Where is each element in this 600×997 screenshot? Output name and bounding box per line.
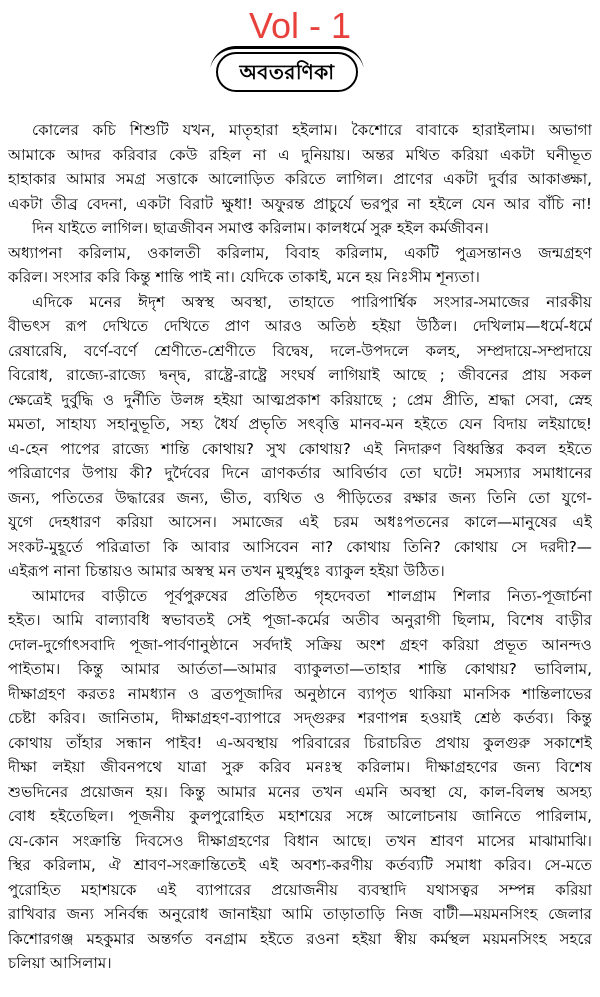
- text-line: কোলের কচি শিশুটি যখন, মাতৃহারা হইলাম। কৈশোরে বাবাকে হারাইলাম। অভাগা: [32, 121, 592, 139]
- text-line: যুগে দেহধারণ করিয়া আসেন। সমাজের এই চরম অধঃপতনের কালে—মানুষের এই: [8, 513, 592, 531]
- text-line: সংকট-মুহূর্তে পরিত্রাতা কি আবার আসিবেন না? কোথায় তিনি? কোথায় সে দরদী?—: [8, 537, 592, 556]
- text-line: দিন যাইতে লাগিল। ছাত্রজীবন সমাপ্ত করিলাম। কালধর্মে সুরু হইল কর্মজীবন।: [32, 219, 489, 237]
- text-line: শুভদিনের প্রয়োজন হয়। কিন্তু আমার মনের তখন এমনি অবস্থা যে, কাল-বিলম্ব অসহ্য: [8, 782, 592, 801]
- text-line: অধ্যাপনা করিলাম, ওকালতী করিলাম, বিবাহ করিলাম, একটি পুত্রসন্তানও জন্মগ্রহণ: [8, 243, 592, 262]
- chapter-title: অবতরণিকা: [216, 52, 358, 92]
- volume-label: Vol - 1: [248, 5, 352, 46]
- text-line: চলিয়া আসিলাম।: [8, 954, 112, 972]
- text-line: দীক্ষা লইয়া জীবনপথে যাত্রা সুরু করিব মনঃস্থ করিলাম। দীক্ষাগ্রহণের জন্য বিশেষ: [8, 758, 592, 776]
- text-line: যে-কোন সংক্রান্তি দিবসেও দীক্ষাগ্রহণের বিধান আছে। তখন শ্রাবণ মাসের মাঝামাঝি।: [8, 831, 592, 850]
- text-line: রাখিবার জন্য সনির্বন্ধ অনুরোধ জানাইয়া আমি তাড়াতাড়ি নিজ বাটী—ময়মনসিংহ জেলার: [8, 905, 592, 923]
- text-line: হাহাকার আমার সমগ্র সত্তাকে আলোড়িত করিতে লাগিল। প্রাণের একটা দুর্বার আকাঙ্ক্ষা,: [8, 170, 592, 188]
- text-line: ক্ষেত্রেই দুর্বুদ্ধি ও দুর্নীতি উলঙ্গ হইয়া আত্মপ্রকাশ করিয়াছে ; প্রেম প্রীতি, শ্রদ্ধা সেবা, স্নেহ: [8, 390, 592, 409]
- text-line: এ-হেন পাপের রাজ্যে শান্তি কোথায়? সুখ কোথায়? এই নিদারুণ বিধ্বস্তির কবল হইতে: [8, 439, 592, 458]
- text-line: স্থির করিলাম, ঐ শ্রাবণ-সংক্রান্তিতেই এই অবশ্য-করণীয় কর্তব্যটি সমাধা করিব। সে-মতে: [8, 856, 592, 874]
- text-line: পাইতাম। কিন্তু আমার আর্ততা—আমার ব্যাকুলতা—তাহার শান্তি কোথায়? ভাবিলাম,: [8, 660, 592, 678]
- text-line: দোল-দুর্গোৎসবাদি পূজা-পার্বণানুষ্ঠানে সর্বদাই সক্রিয় অংশ গ্রহণ করিয়া প্রভূত আনন্দও: [8, 635, 592, 654]
- text-line: করিল। সংসার করি কিন্তু শান্তি পাই না। যেদিকে তাকাই, মনে হয় নিঃসীম শূন্যতা।: [8, 268, 480, 286]
- text-line: বীভৎস রূপ দেখিতে দেখিতে প্রাণ আরও অতিষ্ঠ হইয়া উঠিল। দেখিলাম—ধর্মে-ধর্মে: [8, 317, 592, 335]
- text-line: দীক্ষাগ্রহণ করতঃ নামধ্যান ও ব্রতপূজাদির অনুষ্ঠানে ব্যাপৃত থাকিয়া মানসিক শান্তিলাভের: [8, 684, 592, 703]
- text-line: আমাকে আদর করিবার কেউ রহিল না এ দুনিয়ায়। অন্তর মথিত করিয়া একটা ঘনীভূত: [8, 145, 592, 164]
- text-line: বিরোধ, রাজ্যে-রাজ্যে দ্বন্দ্ব, রাষ্ট্রে-রাষ্ট্রে সংঘর্ষ লাগিয়াই আছে ; জীবনের প্রায় সকল: [8, 366, 592, 384]
- text-line: পুরোহিত মহাশয়কে এই ব্যাপারের প্রয়োজনীয় ব্যবস্থাদি যথাসত্বর সম্পন্ন করিয়া: [8, 880, 592, 899]
- text-line: মমতা, সাহায্য সহানুভূতি, সহ্য ধৈর্য প্রভৃতি সৎবৃত্তি মানব-মন হইতে যেন বিদায় লইয়াছে!: [8, 415, 592, 433]
- text-line: এইরূপ নানা চিন্তায়ও আমার অস্বস্থ মন তখন মুহুর্মুহুঃ ব্যাকুল হইয়া উঠিত।: [8, 562, 445, 580]
- text-line: কোথায় তাঁহার সন্ধান পাইব! এ-অবস্থায় পরিবারের চিরাচরিত প্রথায় কুলগুরু সকাশেই: [8, 733, 592, 752]
- text-line: কিশোরগঞ্জ মহকুমার অন্তর্গত বনগ্রাম হইতে রওনা হইয়া স্বীয় কর্মস্থল ময়মনসিংহ সহরে: [8, 929, 592, 948]
- text-line: রেষারেষি, বর্ণে-বর্ণে শ্রেণীতে-শ্রেণীতে বিদ্বেষ, দলে-উপদলে কলহ, সম্প্রদায়ে-সম্প্রদায়ে: [8, 341, 592, 360]
- text-line: জন্য, পতিতের উদ্ধারের জন্য, ভীত, ব্যথিত ও পীড়িতের রক্ষার জন্য তিনি তো যুগে-: [8, 488, 592, 507]
- text-line: পরিত্রাণের উপায় কী? দুর্দৈবের দিনে ত্রাণকর্তার আবির্ভাব তো ঘটে! সমস্যার সমাধানের: [8, 464, 592, 482]
- text-line: বোধ হইতেছিল। পূজনীয় কুলপুরোহিত মহাশয়ের সঙ্গে আলোচনায় জানিতে পারিলাম,: [8, 807, 592, 825]
- text-line: এদিকে মনের ঈদৃশ অস্বস্থ অবস্থা, তাহাতে পারিপার্শ্বিক সংসার-সমাজের নারকীয়: [32, 292, 592, 311]
- text-line: একটা তীব্র বেদনা, একটা বিরাট ক্ষুধা! অফুরন্ত প্রাচুর্যে ভরপুর না হইলে যেন আর বাঁচি না!: [8, 194, 592, 213]
- body-text: [8, 118, 592, 976]
- text-line: আমাদের বাড়ীতে পূর্বপুরুষের প্রতিষ্ঠিত গৃহদেবতা শালগ্রাম শিলার নিত্য-পূজার্চনা: [32, 586, 592, 605]
- text-line: হইত। আমি বাল্যাবধি স্বভাবতই সেই পূজা-কর্মের অতীব অনুরাগী ছিলাম, বিশেষ বাড়ীর: [8, 611, 592, 629]
- text-line: চেষ্টা করিব। জানিতাম, দীক্ষাগ্রহণ-ব্যাপারে সদ্গুরুর শরণাপন্ন হওয়াই শ্রেষ্ঠ কর্তব্য। কিন্তু: [8, 709, 592, 727]
